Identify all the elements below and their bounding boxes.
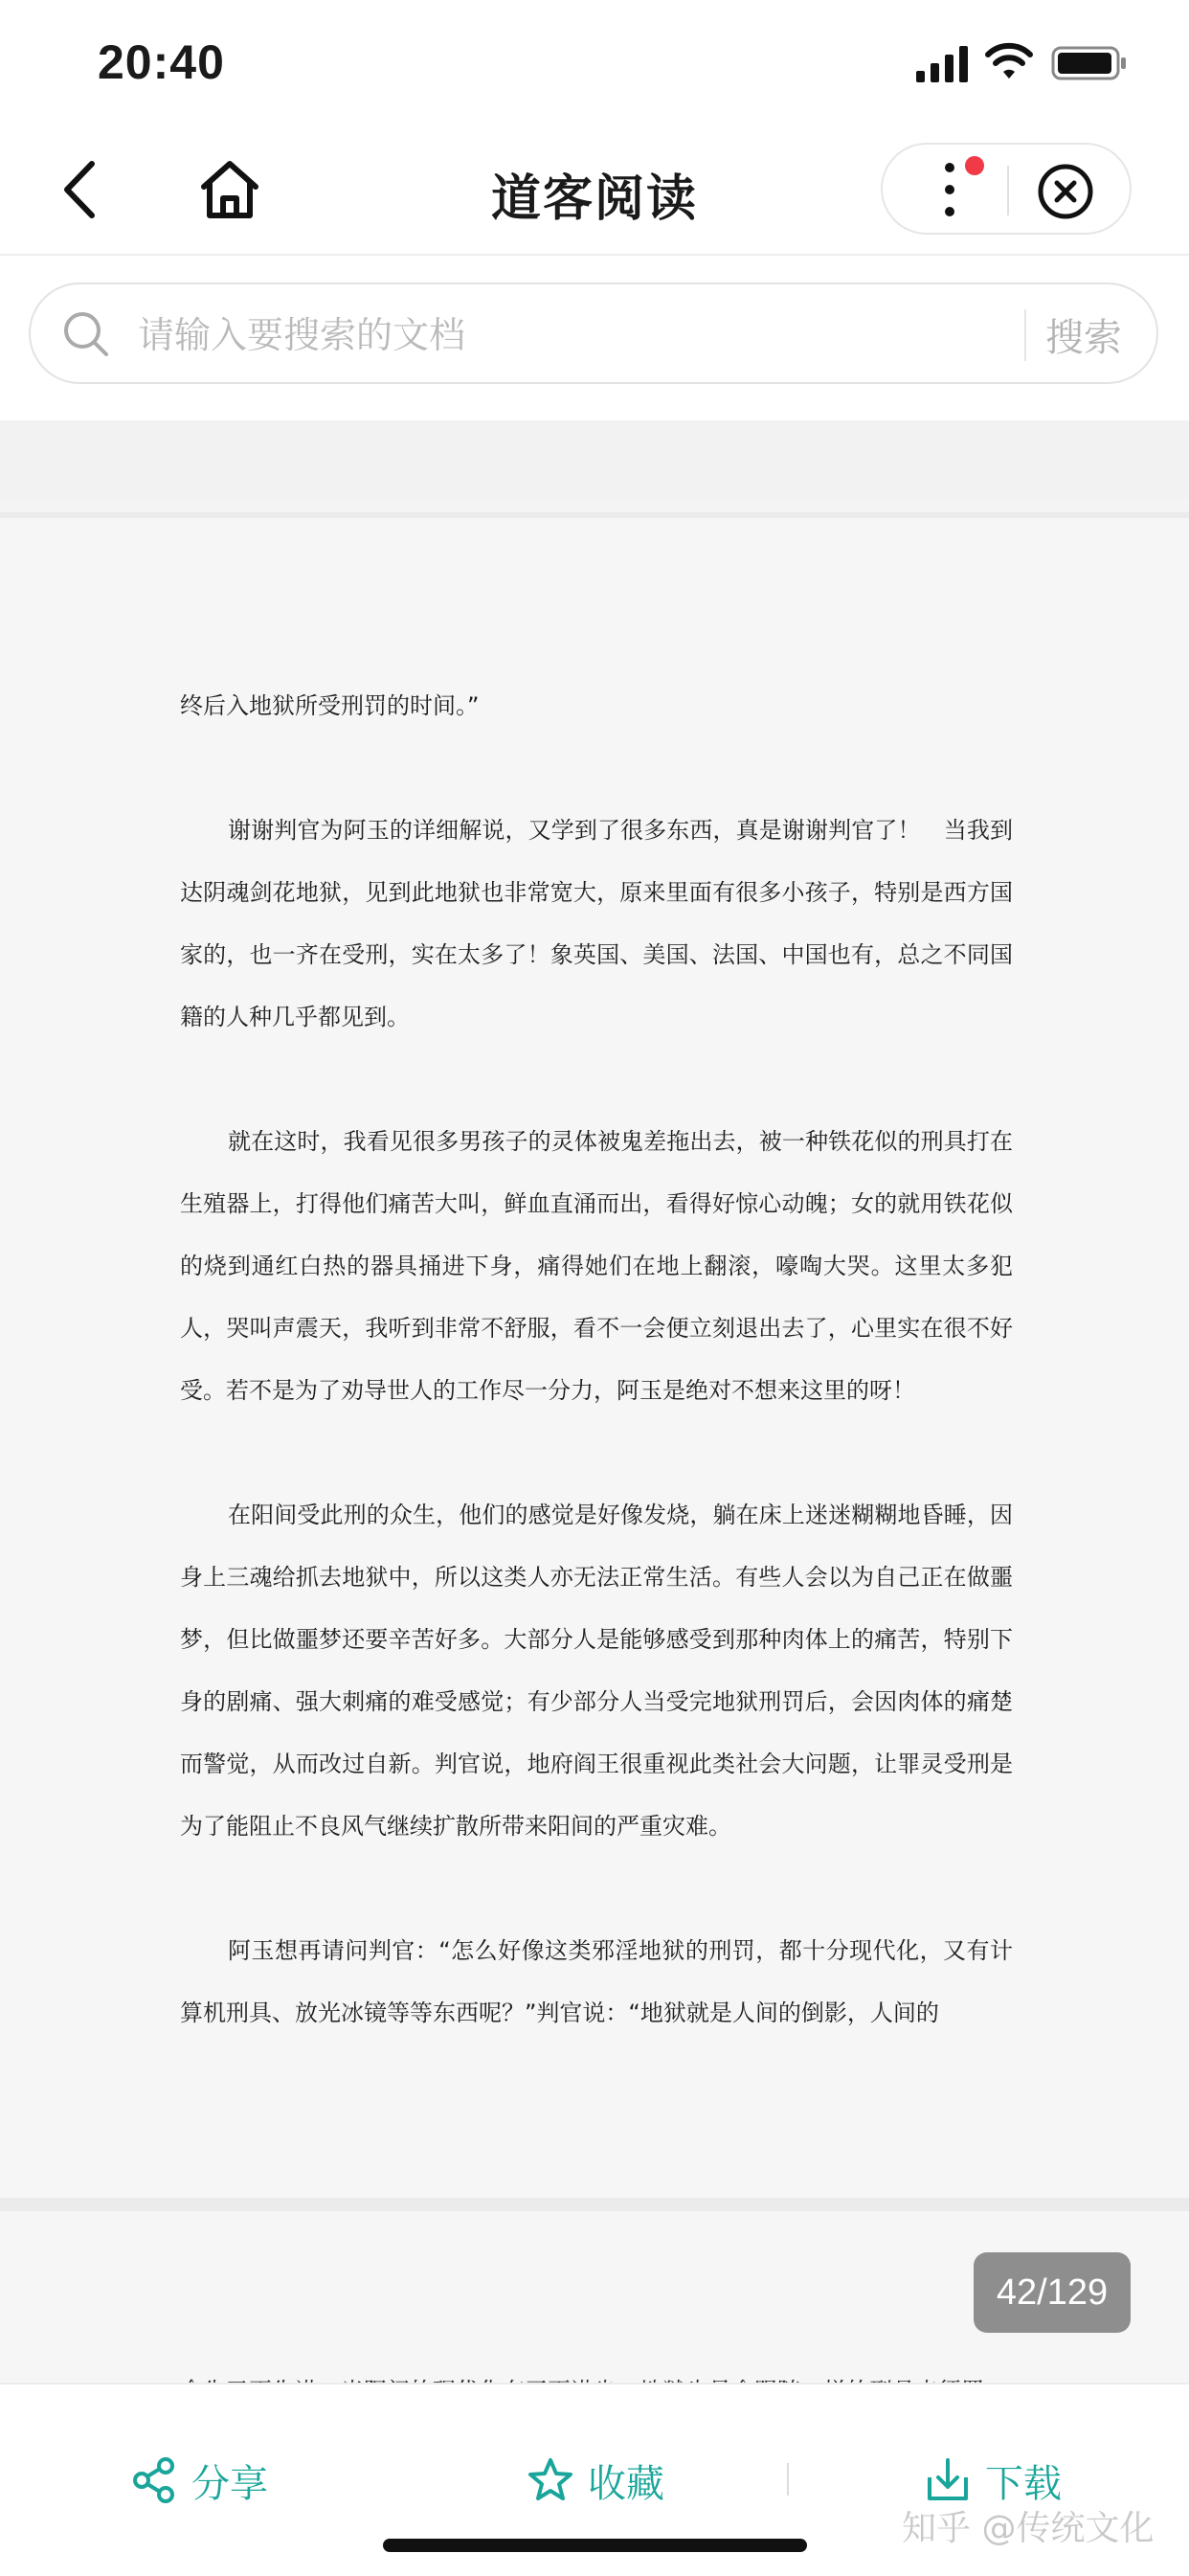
status-time: 20:40 xyxy=(98,35,225,89)
paragraph: 谢谢判官为阿玉的详细解说，又学到了很多东西，真是谢谢判官了！ 当我到达阴魂剑花地狱，见到此地狱也非常宽大，原来里面有很多小孩子，特别是西方国家的，也一齐在受刑，实在太多了！象英国、美国、法国、中国也有，总之不同国籍的人种几乎都见到。 xyxy=(180,817,1013,1030)
toolbar-divider xyxy=(787,2463,789,2496)
page-gap xyxy=(0,420,1189,499)
search-bar-container xyxy=(0,256,1189,420)
bottom-toolbar xyxy=(0,2383,1189,2576)
paragraph: 终后入地狱所受刑罚的时间。” xyxy=(180,692,480,719)
document-page[interactable] xyxy=(0,512,1189,2203)
paragraph: 就在这时，我看见很多男孩子的灵体被鬼差拖出去，被一种铁花似的刑具打在生殖器上，打得他们痛苦大叫，鲜血直涌而出，看得好惊心动魄；女的就用铁花似的烧到通红白热的器具捅进下身，痛得她们在地上翻滚，嚎啕大哭。这里太多犯人，哭叫声震天，我听到非常不舒服，看不一会便立刻退出去了，心里实在很不好受。若不是为了劝导世人的工作尽一分力，阿玉是绝对不想来这里的呀！ xyxy=(180,1128,1013,1404)
favorite-button[interactable] xyxy=(527,2452,664,2509)
search-input[interactable] xyxy=(136,304,1001,367)
watermark: 知乎 @传统文化 xyxy=(902,2509,1155,2548)
star-icon xyxy=(527,2456,574,2504)
search-icon xyxy=(61,309,111,359)
wifi-icon xyxy=(984,42,1034,82)
mini-program-capsule xyxy=(881,143,1132,235)
search-box xyxy=(29,282,1158,384)
page-title: 道客阅读 xyxy=(490,170,698,228)
share-button[interactable] xyxy=(130,2452,268,2509)
share-icon xyxy=(130,2456,178,2504)
paragraph: 在阳间受此刑的众生，他们的感觉是好像发烧，躺在床上迷迷糊糊地昏睡，因身上三魂给抓去地狱中，所以这类人亦无法正常生活。有些人会以为自己正在做噩梦，但比做噩梦还要辛苦好多。大部分人是能够感受到那种肉体上的痛苦，特别下身的剧痛、强大刺痛的难受感觉；有少部分人当受完地狱刑罚后，会因肉体的痛楚而警觉，从而改过自新。判官说，地府阎王很重视此类社会大问题，让罪灵受刑是为了能阻止不良风气继续扩散所带来阳间的严重灾难。 xyxy=(180,1502,1013,1840)
share-label: 分享 xyxy=(191,2461,268,2506)
download-icon xyxy=(924,2456,972,2504)
capsule-divider xyxy=(1007,166,1009,215)
more-options-icon[interactable] xyxy=(935,160,964,219)
status-bar xyxy=(0,0,1189,129)
search-divider xyxy=(1024,309,1026,361)
page-indicator: 42/129 xyxy=(974,2252,1131,2333)
battery-icon xyxy=(1051,44,1128,82)
favorite-label: 收藏 xyxy=(588,2461,664,2506)
document-text xyxy=(180,675,1013,2107)
notification-dot xyxy=(965,156,984,175)
home-indicator xyxy=(383,2539,807,2552)
paragraph: 阿玉想再请问判官：“怎么好像这类邪淫地狱的刑罚，都十分现代化，又有计算机刑具、放光冰镜等等东西呢？”判官说：“地狱就是人间的倒影，人间的 xyxy=(180,1937,1013,2026)
close-icon[interactable] xyxy=(1036,162,1095,221)
search-button[interactable]: 搜索 xyxy=(1045,316,1122,360)
nav-bar xyxy=(0,129,1189,256)
download-label: 下载 xyxy=(985,2461,1062,2506)
cellular-signal-icon xyxy=(914,44,972,82)
download-button[interactable] xyxy=(924,2452,1062,2509)
